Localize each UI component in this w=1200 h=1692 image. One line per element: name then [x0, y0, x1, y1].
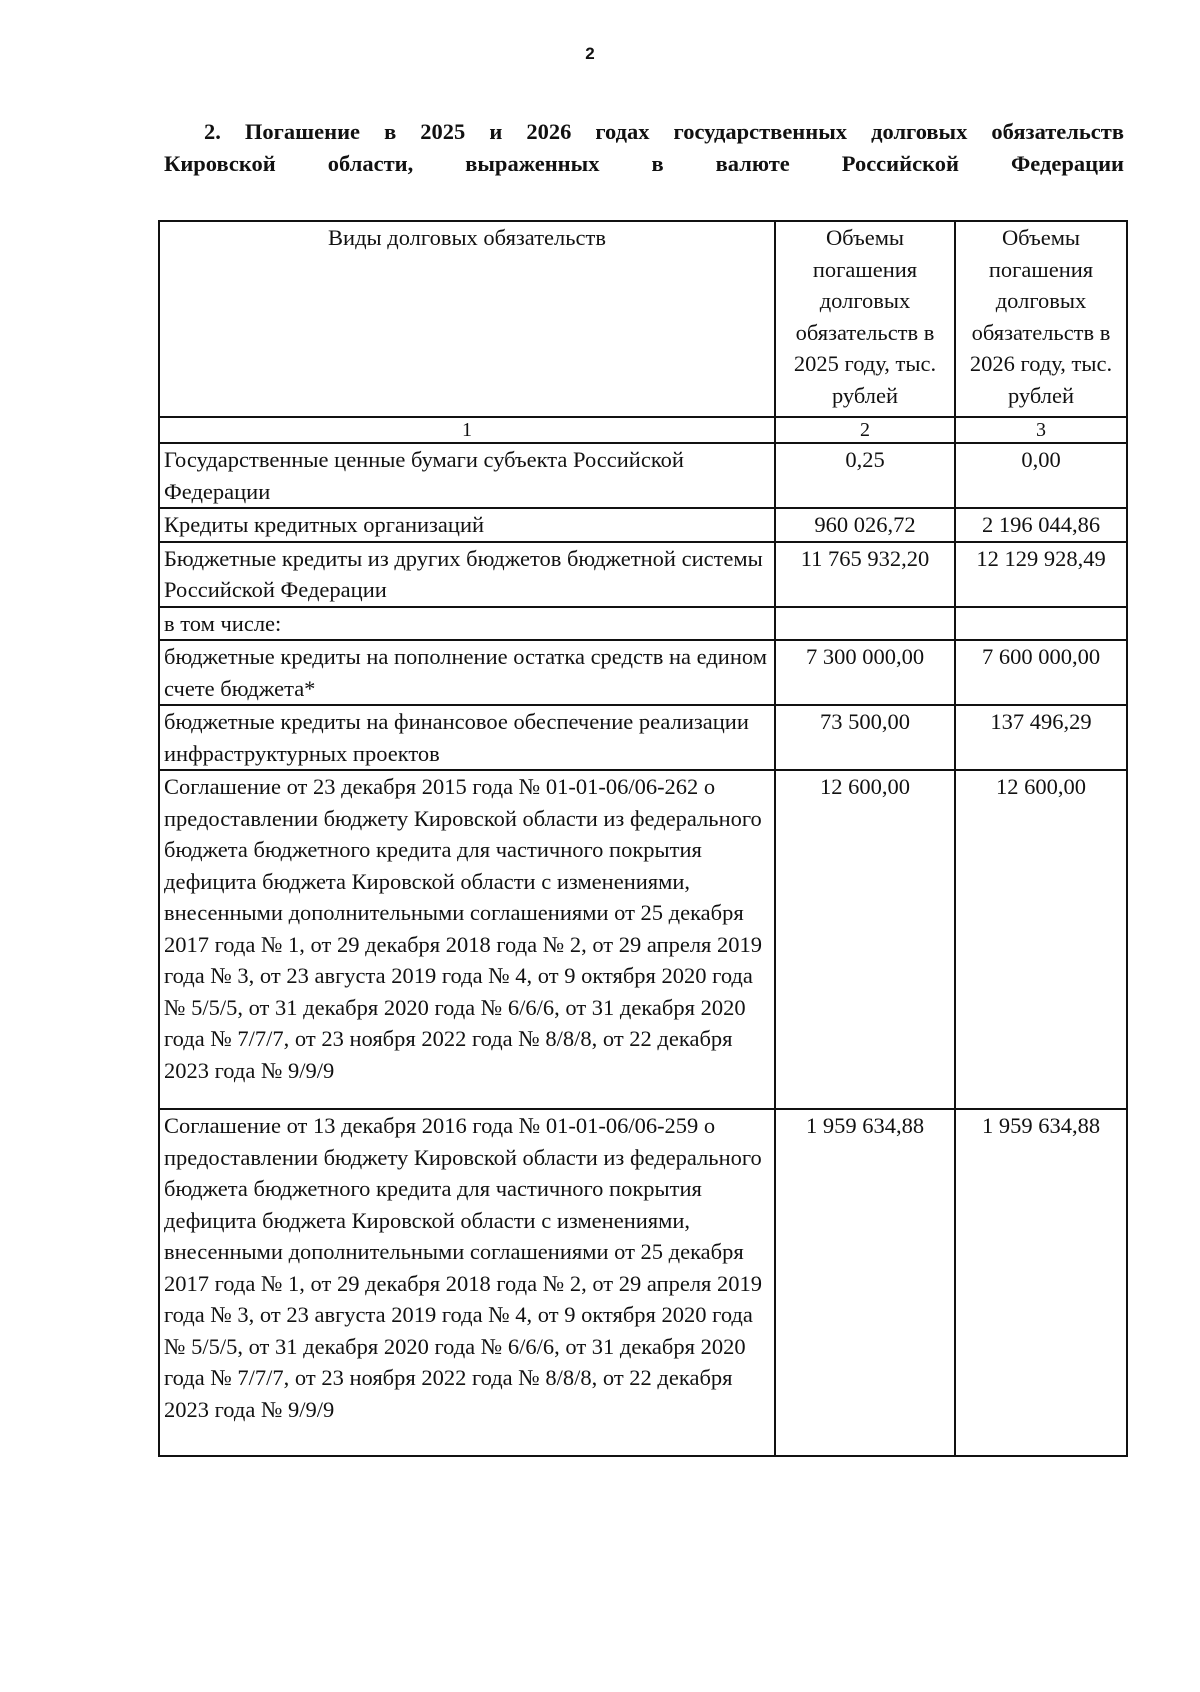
header-volume-2026: Объемы погашения долговых обязательств в 2026 году, тыс. рублей [955, 221, 1127, 417]
row-value-2026: 12 129 928,49 [955, 542, 1127, 607]
row-value-2026 [955, 607, 1127, 641]
table-row [159, 770, 1127, 1109]
row-value-2025 [775, 607, 955, 641]
row-debt-kind: Соглашение от 23 декабря 2015 года № 01-01-06/06-262 о предоставлении бюджету Кировской области из федерального бюджета бюджетного кредита для частичного покрытия дефицита бюджета Кировской области с изменениями, внесенными дополнительными соглашениями от 25 декабря 2017 года № 1, от 29 декабря 2018 года № 2, от 29 апреля 2019 года № 3, от 23 августа 2019 года № 4, от 9 октября 2020 года № 5/5/5, от 31 декабря 2020 года № 6/6/6, от 31 декабря 2020 года № 7/7/7, от 23 ноября 2022 года № 8/8/8, от 22 декабря 2023 года № 9/9/9 [159, 770, 775, 1109]
table-row [159, 607, 1127, 641]
row-debt-kind: бюджетные кредиты на финансовое обеспечение реализации инфраструктурных проектов [159, 705, 775, 770]
row-value-2025: 1 959 634,88 [775, 1109, 955, 1456]
row-value-2025: 960 026,72 [775, 508, 955, 542]
header-debt-kind: Виды долговых обязательств [159, 221, 775, 417]
row-debt-kind: бюджетные кредиты на пополнение остатка средств на едином счете бюджета* [159, 640, 775, 705]
table-header-row [159, 221, 1127, 417]
row-value-2026: 12 600,00 [955, 770, 1127, 1109]
row-value-2026: 1 959 634,88 [955, 1109, 1127, 1456]
column-number: 3 [955, 417, 1127, 443]
table-row [159, 705, 1127, 770]
heading-line-2: Кировской области, выраженных в валюте Российской Федерации [164, 151, 1124, 176]
row-debt-kind: Бюджетные кредиты из других бюджетов бюджетной системы Российской Федерации [159, 542, 775, 607]
row-value-2025: 73 500,00 [775, 705, 955, 770]
header-volume-2025: Объемы погашения долговых обязательств в 2025 году, тыс. рублей [775, 221, 955, 417]
row-value-2025: 12 600,00 [775, 770, 955, 1109]
row-value-2026: 137 496,29 [955, 705, 1127, 770]
table-row [159, 508, 1127, 542]
table-row [159, 443, 1127, 508]
row-value-2026: 2 196 044,86 [955, 508, 1127, 542]
row-value-2025: 0,25 [775, 443, 955, 508]
row-value-2025: 7 300 000,00 [775, 640, 955, 705]
debt-repayment-table [158, 220, 1128, 1457]
section-heading [164, 116, 1124, 180]
heading-line-1: 2. Погашение в 2025 и 2026 годах государственных долговых обязательств [204, 119, 1124, 144]
table-row [159, 640, 1127, 705]
table-row [159, 1109, 1127, 1456]
table-row [159, 542, 1127, 607]
column-number-row [159, 417, 1127, 443]
row-value-2025: 11 765 932,20 [775, 542, 955, 607]
row-value-2026: 7 600 000,00 [955, 640, 1127, 705]
row-debt-kind: Кредиты кредитных организаций [159, 508, 775, 542]
column-number: 1 [159, 417, 775, 443]
row-debt-kind: Государственные ценные бумаги субъекта Российской Федерации [159, 443, 775, 508]
column-number: 2 [775, 417, 955, 443]
row-debt-kind: Соглашение от 13 декабря 2016 года № 01-01-06/06-259 о предоставлении бюджету Кировской области из федерального бюджета бюджетного кредита для частичного покрытия дефицита бюджета Кировской области с изменениями, внесенными дополнительными соглашениями от 25 декабря 2017 года № 1, от 29 декабря 2018 года № 2, от 29 апреля 2019 года № 3, от 23 августа 2019 года № 4, от 9 октября 2020 года № 5/5/5, от 31 декабря 2020 года № 6/6/6, от 31 декабря 2020 года № 7/7/7, от 23 ноября 2022 года № 8/8/8, от 22 декабря 2023 года № 9/9/9 [159, 1109, 775, 1456]
page-number: 2 [585, 44, 595, 63]
row-debt-kind: в том числе: [159, 607, 775, 641]
row-value-2026: 0,00 [955, 443, 1127, 508]
